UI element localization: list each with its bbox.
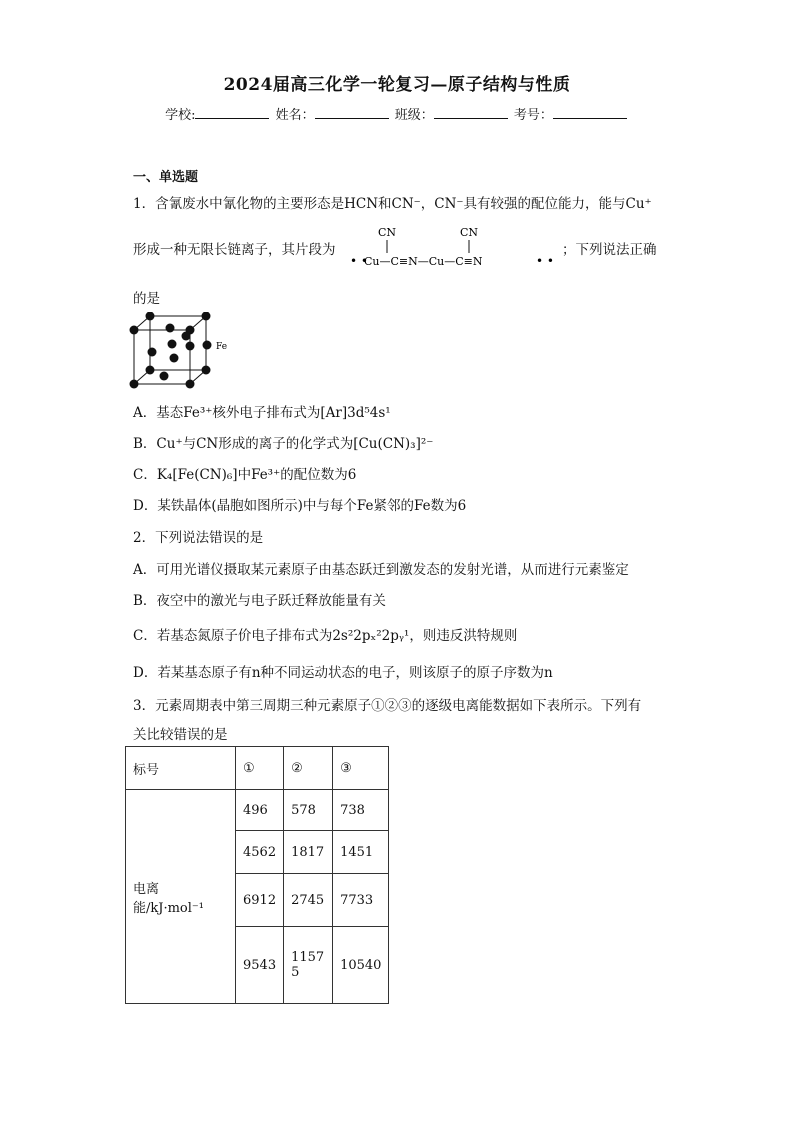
cube-back-face <box>150 316 206 370</box>
class-blank <box>434 106 508 119</box>
table-cell: 1451 <box>333 831 389 874</box>
class-label: 班级： <box>394 108 434 123</box>
name-label: 姓名： <box>275 108 315 123</box>
student-info-row <box>0 104 794 123</box>
chain-fragment-structure <box>350 224 560 272</box>
table-cell: 2745 <box>284 874 333 927</box>
q1-stem-line1: 1．含氰废水中氰化物的主要形态是HCN和CN⁻，CN⁻具有较强的配位能力，能与Cu⁺ <box>133 196 652 212</box>
fe-atom <box>186 380 195 389</box>
q1-option-a: A．基态Fe³⁺核外电子排布式为[Ar]3d⁵4s¹ <box>133 405 391 421</box>
school-label: 学校: <box>165 108 196 123</box>
fragment-left-dots: • • <box>350 254 368 268</box>
fe-atom <box>186 342 195 351</box>
row-label-cell: 电离能/kJ·mol⁻¹ <box>126 790 236 1004</box>
table-cell: 9543 <box>236 927 284 1004</box>
ionization-energy-table <box>125 746 389 1004</box>
q1-stem-line2-suffix: ；下列说法正确 <box>562 242 657 258</box>
table-cell: 738 <box>333 790 389 831</box>
school-blank <box>195 106 269 119</box>
q2-option-c: C．若基态氮原子价电子排布式为2s²2pₓ²2pᵧ¹，则违反洪特规则 <box>133 628 518 644</box>
table-header-row <box>126 747 389 790</box>
header-cell: 标号 <box>126 747 236 790</box>
q1-option-d: D．某铁晶体(晶胞如图所示)中与每个Fe紧邻的Fe数为6 <box>133 498 467 514</box>
table-cell: 7733 <box>333 874 389 927</box>
table-cell: 578 <box>284 790 333 831</box>
fe-legend-atom <box>203 341 212 350</box>
section-title: 一、单选题 <box>133 170 199 185</box>
fe-atom <box>130 326 139 335</box>
q1-option-c: C．K₄[Fe(CN)₆]中Fe³⁺的配位数为6 <box>133 467 357 483</box>
q1-stem-line3: 的是 <box>133 291 160 307</box>
fe-atom <box>146 366 155 375</box>
q1-option-b: B．Cu⁺与CN形成的离子的化学式为[Cu(CN)₃]²⁻ <box>133 436 434 452</box>
table-cell: 1817 <box>284 831 333 874</box>
fe-atom <box>130 380 139 389</box>
q2-option-b: B．夜空中的激光与电子跃迁释放能量有关 <box>133 593 386 609</box>
number-blank <box>553 106 627 119</box>
table-cell: 11575 <box>284 927 333 1004</box>
name-blank <box>315 106 389 119</box>
iron-unit-cell-diagram <box>128 312 248 392</box>
q3-stem-line1: 3．元素周期表中第三周期三种元素原子①②③的逐级电离能数据如下表所示。下列有 <box>133 698 642 714</box>
fe-atom <box>202 366 211 375</box>
fragment-chain: Cu—C≡N—Cu—C≡N <box>364 255 483 268</box>
fragment-cn-top-1: CN <box>378 226 397 239</box>
number-label: 考号： <box>513 108 553 123</box>
fe-atom <box>170 354 179 363</box>
header-cell: ① <box>236 747 284 790</box>
fragment-right-dots: • • <box>536 254 554 268</box>
q3-stem-line2: 关比较错误的是 <box>133 727 228 743</box>
fe-atom <box>166 324 175 333</box>
table-cell: 10540 <box>333 927 389 1004</box>
header-cell: ② <box>284 747 333 790</box>
table-cell: 496 <box>236 790 284 831</box>
q2-option-a: A．可用光谱仪摄取某元素原子由基态跃迁到激发态的发射光谱，从而进行元素鉴定 <box>133 562 629 578</box>
page-title: 2024届高三化学一轮复习—原子结构与性质 <box>223 75 571 95</box>
q1-stem-line2-prefix: 形成一种无限长链离子，其片段为 <box>133 242 336 258</box>
table-row <box>126 790 389 831</box>
fe-atom <box>148 348 157 357</box>
table-cell: 4562 <box>236 831 284 874</box>
table-cell: 6912 <box>236 874 284 927</box>
header-cell: ③ <box>333 747 389 790</box>
fe-atom <box>182 332 191 341</box>
fe-atom <box>160 372 169 381</box>
fragment-cn-top-2: CN <box>460 226 479 239</box>
q2-stem: 2．下列说法错误的是 <box>133 530 264 546</box>
q2-option-d: D．若某基态原子有n种不同运动状态的电子，则该原子的原子序数为n <box>133 665 553 681</box>
fe-atom <box>168 340 177 349</box>
fe-legend-label: Fe <box>216 342 228 352</box>
